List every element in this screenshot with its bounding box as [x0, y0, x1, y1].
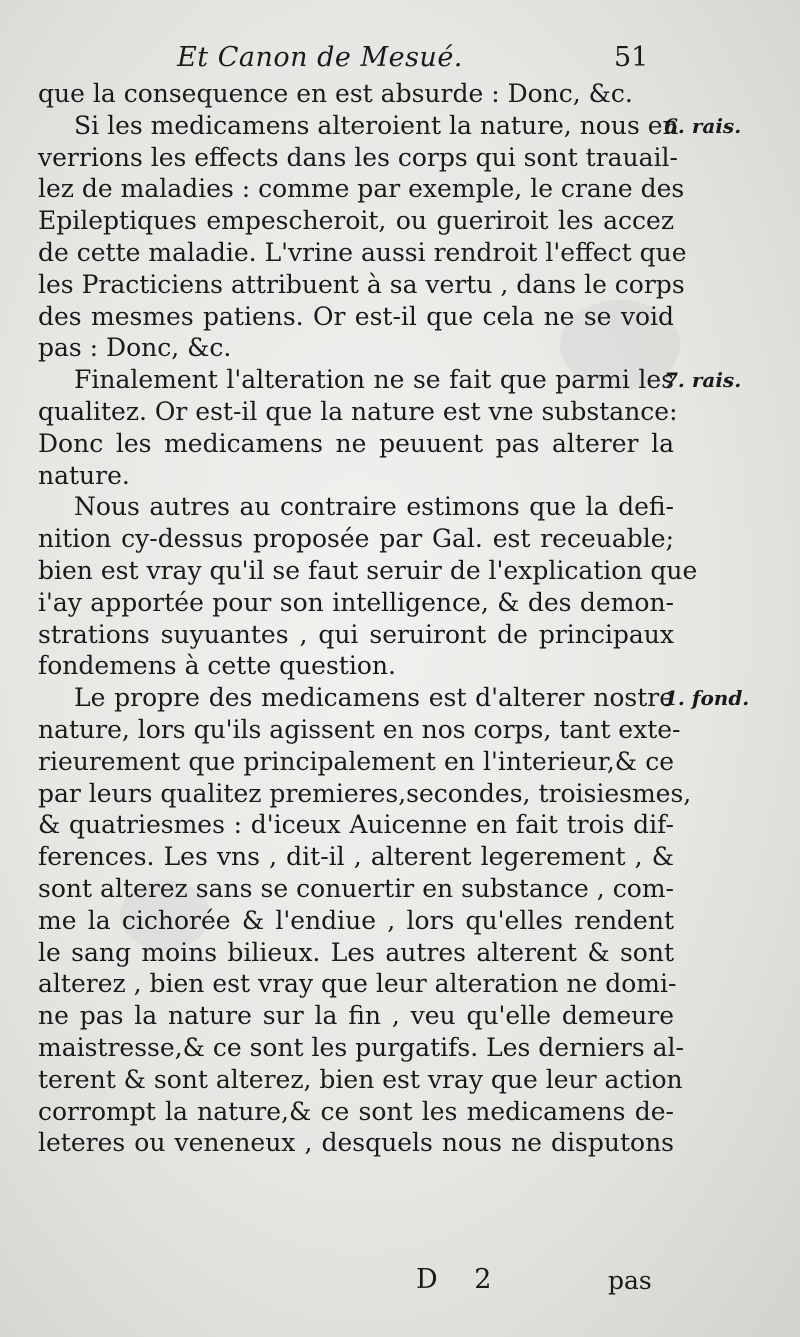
body-text	[38, 78, 698, 1159]
text-line: que la consequence en est absurde : Donc, &c.	[38, 79, 633, 108]
text-line: Epileptiques empescheroit, ou gueriroit les accez	[38, 206, 674, 236]
text-line: nition cy-dessus proposée par Gal. est receuable;	[38, 524, 674, 554]
text-line: le sang moins bilieux. Les autres alterent & sont	[38, 937, 674, 967]
text-line: corrompt la nature,& ce sont les medicamens de-	[38, 1096, 674, 1126]
text-line: terent & sont alterez, bien est vray que leur action	[38, 1064, 683, 1094]
signature-mark: D 2	[416, 1264, 506, 1295]
text-line: de cette maladie. L'vrine aussi rendroit l'effect que	[38, 237, 687, 267]
text-line: nature.	[38, 460, 130, 490]
text-line: fondemens à cette question.	[38, 651, 396, 681]
marginal-note: 6. rais.	[664, 113, 742, 138]
catchword: pas	[608, 1266, 652, 1295]
text-line: maistresse,& ce sont les purgatifs. Les derniers al-	[38, 1032, 684, 1062]
text-line: Nous autres au contraire estimons que la defi-	[74, 492, 674, 522]
marginal-note: 1. fond.	[664, 686, 750, 711]
text-line: verrions les effects dans les corps qui sont trauail-	[38, 142, 678, 172]
text-line: me la cichorée & l'endiue , lors qu'elles rendent	[38, 905, 674, 935]
text-line: alterez , bien est vray que leur alteration ne domi-	[38, 969, 677, 999]
text-line: ferences. Les vns , dit-il , alterent legerement , &	[38, 842, 674, 872]
text-line: rieurement que principalement en l'interieur,& ce	[38, 746, 674, 776]
running-title: Et Canon de Mesué.	[177, 42, 463, 73]
marginal-note: 7. rais.	[664, 368, 742, 393]
text-line: i'ay apportée pour son intelligence, & des demon-	[38, 587, 674, 617]
text-line: Donc les medicamens ne peuuent pas alterer la	[38, 428, 674, 458]
text-line: des mesmes patiens. Or est-il que cela ne se void	[38, 301, 674, 331]
text-line: par leurs qualitez premieres,secondes, troisiesmes,	[38, 778, 692, 808]
text-line: Si les medicamens alteroient la nature, nous en	[74, 110, 679, 140]
text-line: les Practiciens attribuent à sa vertu , dans le corps	[38, 269, 685, 299]
text-line: pas : Donc, &c.	[38, 333, 232, 363]
text-line: Finalement l'alteration ne se fait que parmi les	[74, 365, 674, 395]
text-line: & quatriesmes : d'iceux Auicenne en fait trois dif-	[38, 810, 674, 840]
page-number: 51	[614, 42, 649, 73]
text-line: bien est vray qu'il se faut seruir de l'explication que	[38, 555, 698, 585]
text-line: leteres ou veneneux , desquels nous ne disputons	[38, 1128, 674, 1158]
text-line: strations suyuantes , qui seruiront de principaux	[38, 619, 674, 649]
text-line: Le propre des medicamens est d'alterer nostre	[74, 683, 674, 713]
text-line: ne pas la nature sur la fin , veu qu'elle demeure	[38, 1001, 674, 1031]
text-line: nature, lors qu'ils agissent en nos corps, tant exte-	[38, 714, 681, 744]
text-line: sont alterez sans se conuertir en substance , com-	[38, 873, 674, 903]
text-line: qualitez. Or est-il que la nature est vne substance:	[38, 396, 678, 426]
text-line: lez de maladies : comme par exemple, le crane des	[38, 174, 685, 204]
